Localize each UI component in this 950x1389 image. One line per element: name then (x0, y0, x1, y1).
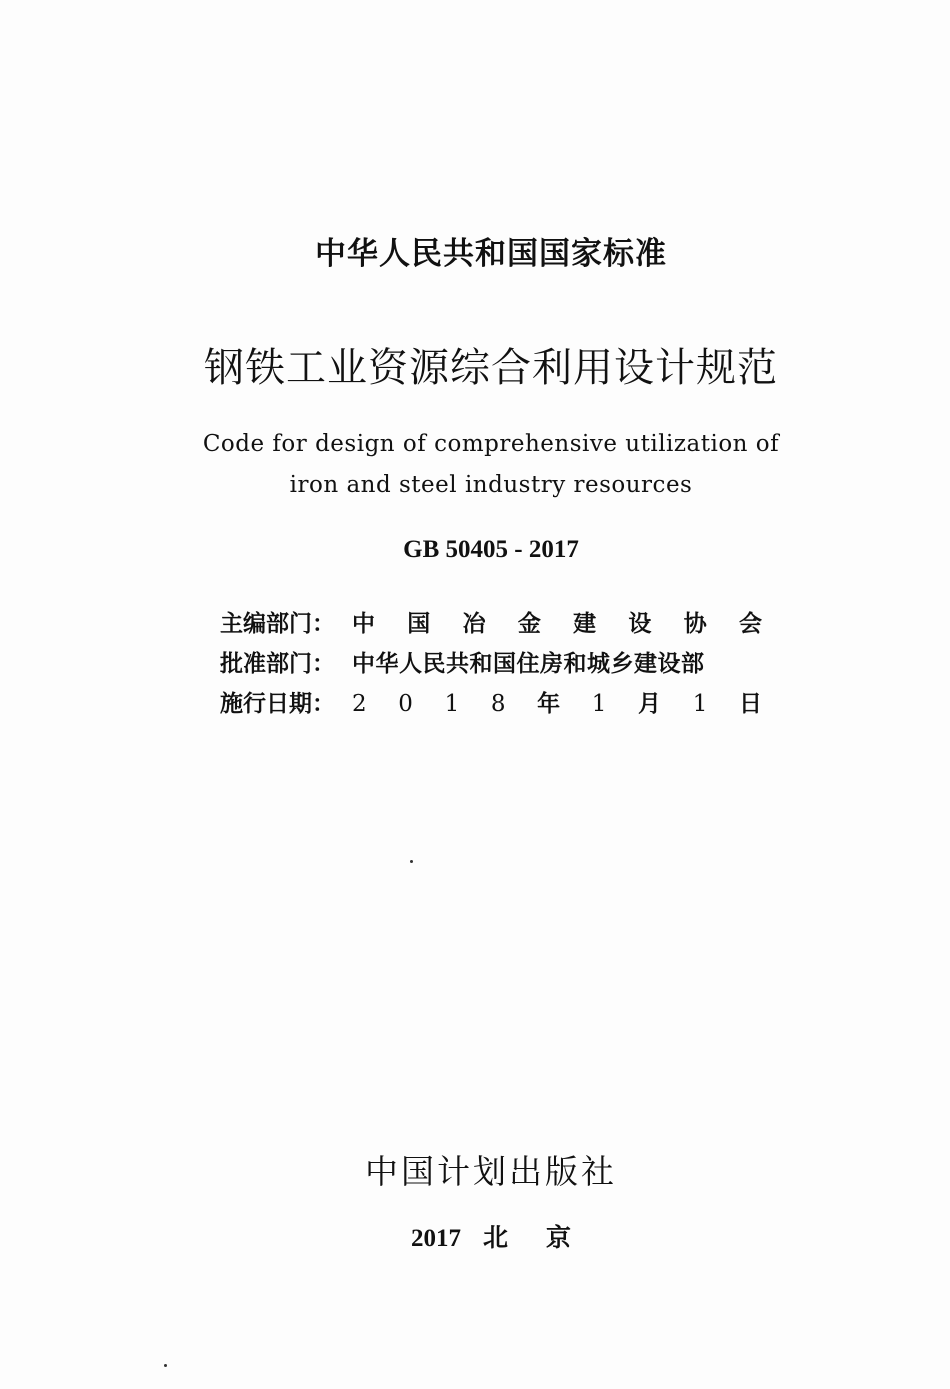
editor-char: 中 (352, 611, 375, 637)
approver-department-value: 中华人民共和国住房和城乡建设部 (352, 651, 705, 677)
title-english-line-2: iron and steel industry resources (289, 472, 693, 498)
editor-department-label: 主编部门： (220, 611, 335, 637)
publication-city-char: 京 (546, 1225, 572, 1252)
standard-code: GB 50405 - 2017 (403, 536, 579, 563)
editor-char: 金 (517, 611, 541, 637)
editor-char: 冶 (462, 611, 486, 637)
date-char: 年 (537, 691, 561, 717)
publisher-name: 中国计划出版社 (365, 1152, 617, 1191)
effective-date-row (220, 686, 762, 722)
date-char: 8 (490, 691, 506, 717)
date-char: 月 (638, 691, 662, 717)
effective-date-value (352, 686, 762, 722)
editor-char: 国 (407, 611, 431, 637)
approver-department-row (220, 646, 762, 682)
editor-char: 会 (738, 611, 762, 637)
publication-imprint (16, 1218, 950, 1254)
scan-speck (410, 860, 413, 863)
editor-char: 建 (573, 611, 597, 637)
effective-date-label: 施行日期： (220, 691, 335, 717)
document-title-english (16, 424, 950, 506)
title-english-line-1: Code for design of comprehensive utilization of (202, 431, 780, 457)
editor-char: 设 (628, 611, 652, 637)
scan-speck (164, 1364, 167, 1367)
date-char: 1 (444, 691, 460, 717)
publication-year: 2017 (410, 1225, 461, 1252)
editor-char: 协 (683, 611, 707, 637)
date-char: 1 (591, 691, 607, 717)
national-standard-heading: 中华人民共和国国家标准 (315, 236, 667, 272)
publication-city-char: 北 (482, 1225, 508, 1252)
document-title-chinese: 钢铁工业资源综合利用设计规范 (204, 345, 778, 391)
date-char: 1 (692, 691, 708, 717)
approver-department-label: 批准部门： (220, 651, 335, 677)
date-char: 2 (352, 691, 367, 717)
editor-department-value (352, 606, 762, 642)
date-char: 日 (738, 691, 762, 717)
date-char: 0 (398, 691, 413, 717)
editor-department-row (220, 606, 762, 642)
